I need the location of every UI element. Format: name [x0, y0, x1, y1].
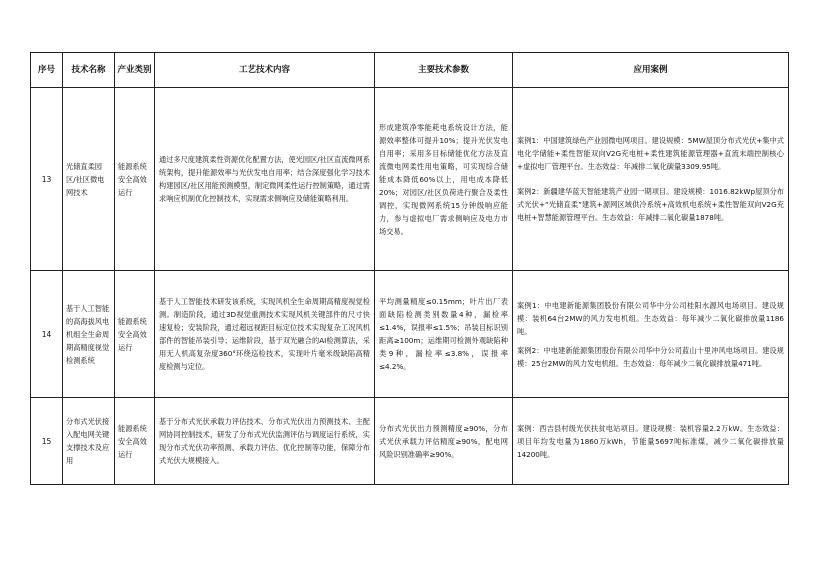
- params-cell: 分布式光伏出力预测精度≥90%，分布式光伏承载力评估精度≥90%，配电网风险识别准确率≥90%。: [375, 398, 513, 485]
- cases-cell: [513, 398, 789, 485]
- case-item: 案例2：新疆建华蓝天智能建筑产业园一期项目。建设规模：1016.82kWp屋顶分布式光伏+“光储直柔”建筑+源网区域供冷系统+高效机电系统+柔性智能双向V2G充电桩+智慧能源管理平台。生态效益：年减排二氧化碳量1878吨。: [517, 187, 784, 222]
- cases-cell: [513, 271, 789, 398]
- table-row: [31, 271, 789, 398]
- category-cell: 能源系统安全高效运行: [115, 88, 155, 271]
- params-cell: 形成建筑净零能耗电系统设计方法，能源效率整体可提升10%；提升光伏发电自用率；采用多目标储能优化方法及直流微电网柔性用电策略，可实现综合储能成本降低60%以上，用电成本降低20%；对园区/社区负荷进行聚合及柔性调控，实现微网系统15分钟级响应能力，参与虚拟电厂需求侧响应及电力市场交易。: [375, 88, 513, 271]
- cases-cell: [513, 88, 789, 271]
- header-process-content: 工艺技术内容: [155, 53, 375, 88]
- process-cell: 基于分布式光伏承载力评估技术、分布式光伏出力预测技术、主配网协同控制技术，研发了分布式光伏监测评估与调度运行系统，实现分布式光伏功率预测、承载力评估、优化控制等功能，保障分布式光伏大规模接入。: [155, 398, 375, 485]
- tech-name-cell: 分布式光伏接入配电网关键支撑技术及应用: [63, 398, 115, 485]
- process-cell: 通过多尺度建筑柔性资源优化配置方法，使光园区/社区直流微网系统架构，提升能源效率与光伏发电自用率；结合深度强化学习技术构建园区/社区用能预测模型，制定微网柔性运行控制策略，通过需求响应机制优化控制技术，实现需求侧响应及储能策略利用。: [155, 88, 375, 271]
- table-row: [31, 88, 789, 271]
- table-header-row: [31, 53, 789, 88]
- header-application-cases: 应用案例: [513, 53, 789, 88]
- tech-name-cell: 光储直柔园区/社区微电网技术: [63, 88, 115, 271]
- header-main-parameters: 主要技术参数: [375, 53, 513, 88]
- tech-name-cell: 基于人工智能的高海拔风电机组全生命周期高精度视觉检测系统: [63, 271, 115, 398]
- table-row: [31, 398, 789, 485]
- case-item: 案例1：中国建筑绿色产业园微电网项目。建设规模：5MW屋顶分布式光伏+集中式电化学储能+柔性智能双向V2G充电桩+柔性建筑能源管理器+直流末端控制核心+虚拟电厂管理平台。生态效益：年减排二氧化碳量3309.95吨。: [517, 136, 784, 171]
- technology-table: [30, 52, 789, 485]
- row-number: 14: [31, 271, 63, 398]
- category-cell: 能源系统安全高效运行: [115, 271, 155, 398]
- row-number: 15: [31, 398, 63, 485]
- params-cell: 平均测量精度≤0.15mm；叶片出厂表面缺陷检测类别数量4种，漏检率≤1.4%，误报率≤1.5%；吊装目标识别距离≥100m；运维期可检测外观缺陷种类9种，漏检率≤3.8%，误报率≤4.2%。: [375, 271, 513, 398]
- process-cell: 基于人工智能技术研发该系统，实现风机全生命周期高精度视觉检测。制造阶段，通过3D视觉重测技术实现风机关键部件的尺寸快速复检；安装阶段，通过超远视距目标定位技术实现复杂工况风机部件的智能吊装引导；运维阶段，基于双光融合的AI检测算法，采用无人机高复杂度360°环绕巡检技术，实现叶片毫米级缺陷高精度检测与定位。: [155, 271, 375, 398]
- header-tech-name: 技术名称: [63, 53, 115, 88]
- case-item: 案例：西吉县村级光伏扶贫电站项目。建设规模：装机容量2.2万kW。生态效益：项目年均发电量为1860万kWh，节能量5697吨标准煤，减少二氧化碳排放量14200吨。: [517, 423, 784, 459]
- case-item: 案例2：中电建新能源集团股份有限公司华中分公司蓝山十里冲风电场项目。建设规模：25台2MW的风力发电机组。生态效益：每年减少二氧化碳排放量471吨。: [517, 345, 784, 368]
- row-number: 13: [31, 88, 63, 271]
- header-industry-category: 产业类别: [115, 53, 155, 88]
- category-cell: 能源系统安全高效运行: [115, 398, 155, 485]
- document-page: [30, 52, 788, 485]
- case-item: 案例1：中电建新能源集团股份有限公司华中分公司桂阳水源风电场项目。建设规模：装机64台2MW的风力发电机组。生态效益：每年减少二氧化碳排放量1186吨。: [517, 300, 784, 336]
- header-serial: 序号: [31, 53, 63, 88]
